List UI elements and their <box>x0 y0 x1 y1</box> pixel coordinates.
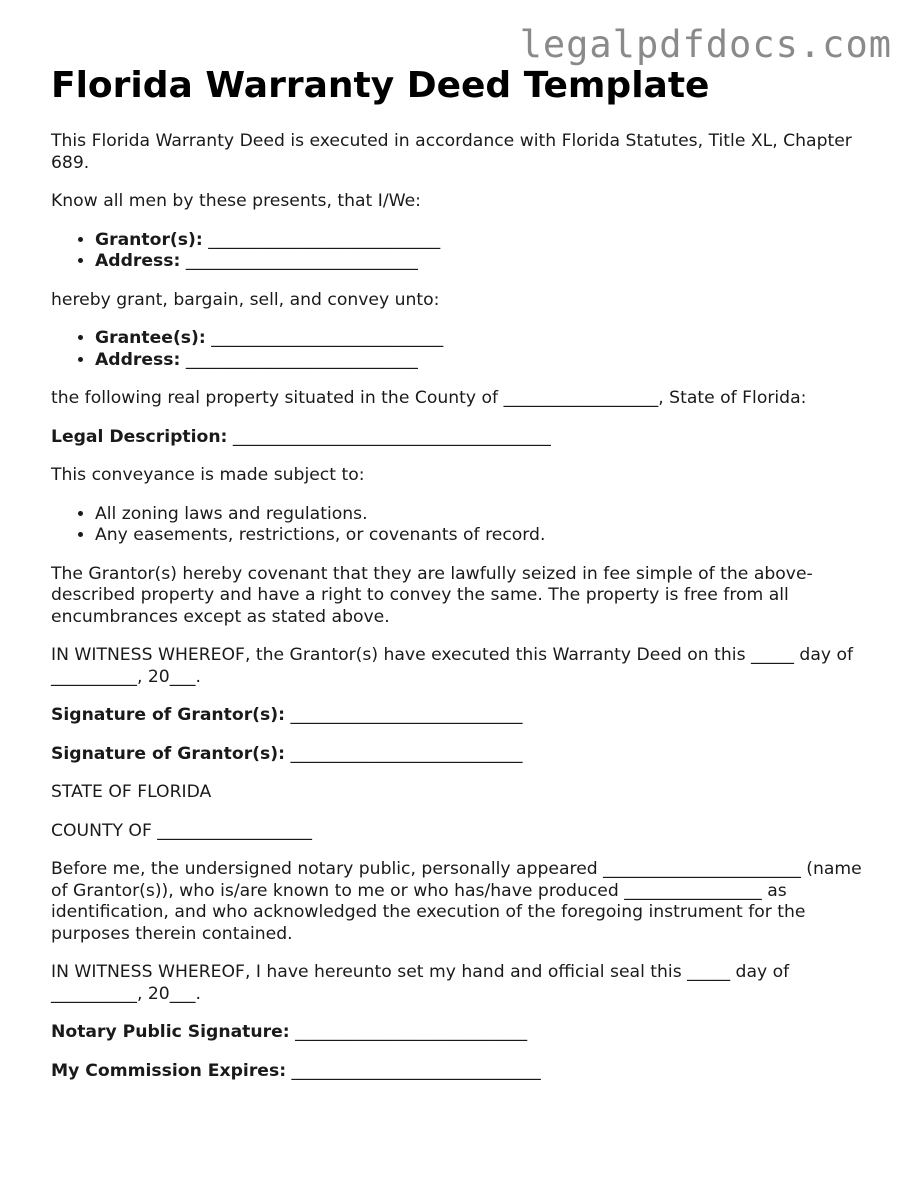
county-line: COUNTY OF __________________ <box>51 820 312 841</box>
grantee-field <box>95 328 876 350</box>
state-heading: STATE OF FLORIDA <box>51 782 212 803</box>
grantor-field <box>95 230 876 252</box>
document-title: Florida Warranty Deed Template <box>51 65 710 106</box>
field-label: Grantee(s): <box>95 328 206 349</box>
document-page <box>51 64 876 1099</box>
blank-line: ___________________________ <box>290 743 523 764</box>
grant-paragraph: hereby grant, bargain, sell, and convey unto: <box>51 289 440 310</box>
blank-line: ___________________________ <box>290 705 523 726</box>
condition-item: • Any easements, restrictions, or covenants of record. <box>95 525 876 547</box>
intro-paragraph: This Florida Warranty Deed is executed in accordance with Florida Statutes, Title XL, Chapter 689. <box>51 131 852 173</box>
grantor-signature-line <box>51 705 876 727</box>
property-paragraph: the following real property situated in the County of __________________, State of Florida: <box>51 388 807 409</box>
field-label: Notary Public Signature: <box>51 1022 290 1043</box>
watermark: legalpdfdocs.com <box>519 23 892 66</box>
field-label: Address: <box>95 349 181 370</box>
field-label: Address: <box>95 251 181 272</box>
notary-paragraph: Before me, the undersigned notary public, personally appeared _______________________ (name of Grantor(s)), who is/are known to me or who has/have produced ________________ as identification, and who acknowledged the execution of the foregoing instrument for the purposes therein contained. <box>51 859 862 944</box>
blank-line: _____________________________ <box>291 1060 541 1081</box>
blank-line: ___________________________ <box>208 229 441 250</box>
field-label: Grantor(s): <box>95 229 203 250</box>
grantor-witness-paragraph: IN WITNESS WHEREOF, the Grantor(s) have executed this Warranty Deed on this _____ day of __________, 20___. <box>51 645 854 687</box>
blank-line: ___________________________ <box>185 251 418 272</box>
conditions-list <box>51 504 876 547</box>
condition-item: • All zoning laws and regulations. <box>95 504 876 526</box>
grantor-address-field <box>95 251 876 273</box>
blank-line: ___________________________ <box>185 349 418 370</box>
know-all-paragraph: Know all men by these presents, that I/We: <box>51 191 421 212</box>
legal-description <box>51 427 876 449</box>
field-label: Signature of Grantor(s): <box>51 743 285 764</box>
subject-to-paragraph: This conveyance is made subject to: <box>51 465 365 486</box>
notary-witness-paragraph: IN WITNESS WHEREOF, I have hereunto set my hand and official seal this _____ day of __________, 20___. <box>51 962 790 1004</box>
commission-expires-line <box>51 1061 876 1083</box>
blank-line: ___________________________ <box>211 328 444 349</box>
notary-signature-line <box>51 1022 876 1044</box>
field-label: Legal Description: <box>51 426 228 447</box>
covenant-paragraph: The Grantor(s) hereby covenant that they are lawfully seized in fee simple of the above-described property and have a right to convey the same. The property is free from all encumbrances except as stated above. <box>51 563 813 627</box>
field-label: Signature of Grantor(s): <box>51 705 285 726</box>
grantee-list <box>51 328 876 371</box>
grantor-list <box>51 230 876 273</box>
grantee-address-field <box>95 350 876 372</box>
grantor-signature-line <box>51 744 876 766</box>
blank-line: _____________________________________ <box>232 426 551 447</box>
blank-line: ___________________________ <box>295 1022 528 1043</box>
field-label: My Commission Expires: <box>51 1060 287 1081</box>
